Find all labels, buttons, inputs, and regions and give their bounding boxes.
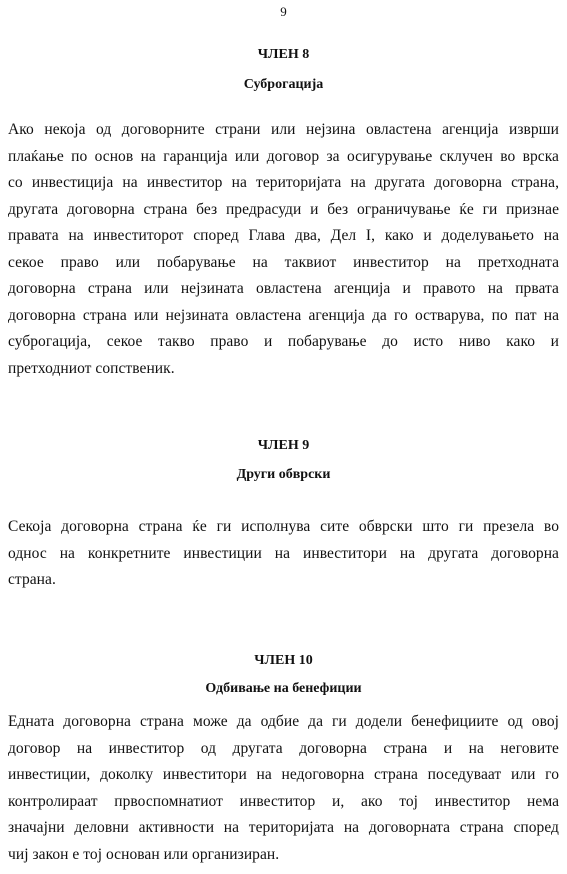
article-9-title: Други обврски [236,467,331,482]
text-line: договорна страна или нејзината овластена агенција да го остварува, по пат на [8,306,559,324]
text-line: Секоја договорна страна ќе ги исполнува сите обврски што ги презела во [8,518,559,535]
text-line: секое право или побарување на таквиот инвеститор на претходната [8,253,559,271]
article-9-paragraph [8,514,559,594]
page-number: 9 [280,4,287,19]
article-10-title: Одбивање на бенефиции [205,681,362,696]
text-line: договор на инвеститор од другата договорна страна и на неговите [8,739,559,757]
text-line: договорна страна или нејзината овластена агенција и правото на првата [8,280,559,297]
text-line: однос на конкретните инвестиции на инвеститори на другата договорна [8,544,559,562]
article-10-number: ЧЛЕН 10 [254,653,313,668]
text-line: Едната договорна страна може да одбие да ги додели бенефициите од овој [8,713,559,730]
text-line: претходниот сопственик. [8,359,175,377]
text-line: другата договорна страна без предрасуди и без ограничување ќе ги признае [8,200,559,218]
article-8-title: Суброгација [243,77,324,92]
text-line: суброгација, секое такво право и побарување до исто ниво како и [8,333,559,350]
article-8-paragraph [8,117,559,382]
text-line: страна. [8,571,56,588]
text-line: значајни деловни активности на територијата на договорната страна според [8,819,559,836]
text-line: инвестиции, доколку инвеститори на недоговорна страна поседуваат или го [8,766,559,783]
text-line: Ако некоја од договорните страни или нејзина овластена агенција изврши [8,121,559,138]
text-line: правата на инвеститорот според Глава два, Дел I, како и доделувањето на [8,227,559,244]
text-line: со инвестиција на инвеститор на територијата на другата договорна страна, [8,174,559,191]
text-line: контролираат првоспомнатиот инвеститор и, ако тој инвеститор нема [8,792,559,810]
article-10-paragraph [8,709,559,868]
text-line: плаќање по основ на гаранција или договор за осигурување склучен во врска [8,147,559,165]
article-8-number: ЧЛЕН 8 [257,47,310,62]
text-line: чиј закон е тој основан или организиран. [8,845,280,863]
article-9-number: ЧЛЕН 9 [257,438,310,453]
